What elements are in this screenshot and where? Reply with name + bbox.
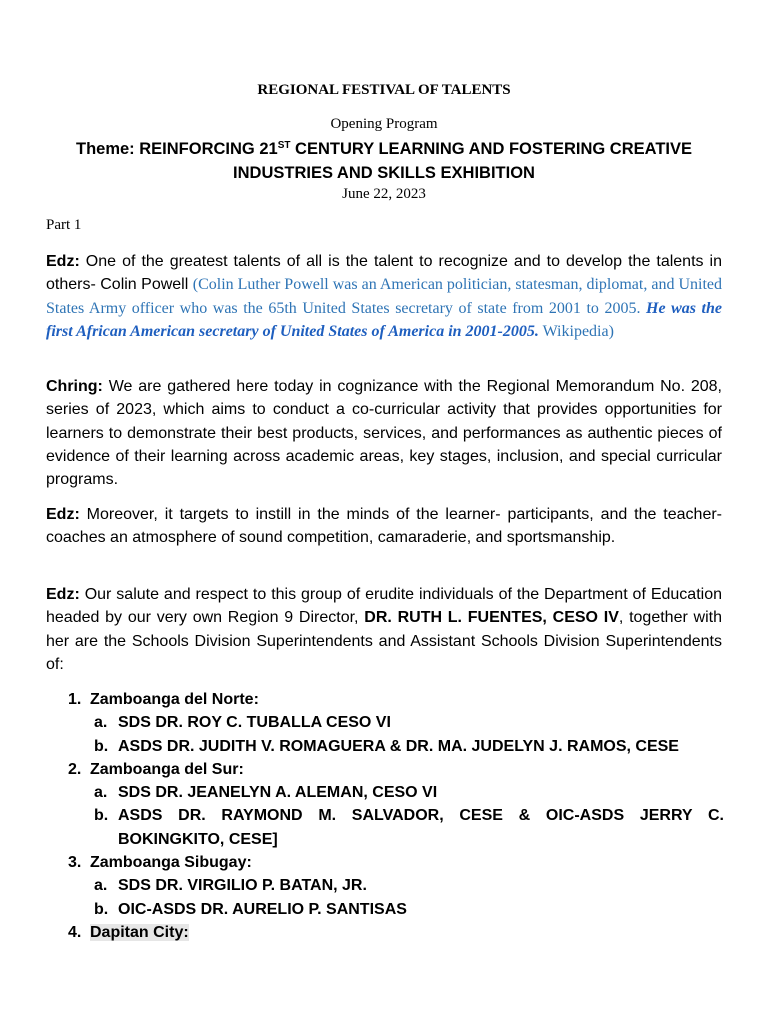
theme-prefix: Theme: REINFORCING 21 (75, 140, 278, 158)
official-name: SDS DR. JEANELYN A. ALEMAN, CESO VI (118, 784, 438, 802)
part-label: Part 1 (46, 217, 82, 233)
paragraph-text: Our salute and respect to this group of erudite individuals of the Department of Education headed by our very own Region 9 Director, (46, 586, 722, 627)
list-number: 2. (68, 760, 82, 778)
division-name: Zamboanga del Norte: (90, 691, 259, 708)
official-name: OIC-ASDS DR. AURELIO P. SANTISAS (118, 900, 407, 918)
sub-list-letter: b. (94, 807, 109, 825)
official-name: SDS DR. VIRGILIO P. BATAN, JR. (118, 877, 367, 895)
speaker-label: Chring: (46, 378, 103, 395)
sub-list-letter: a. (94, 784, 108, 802)
sub-list-item (68, 735, 724, 758)
division-name: Dapitan City: (90, 923, 189, 941)
speaker-label: Edz: (46, 506, 80, 523)
list-item (68, 758, 724, 781)
document-title: REGIONAL FESTIVAL OF TALENTS (257, 82, 511, 98)
official-name: ASDS DR. RAYMOND M. SALVADOR, CESE & OIC-ASDS JERRY C. BOKINGKITO, CESE] (118, 807, 724, 848)
list-item (68, 688, 724, 711)
list-number: 3. (68, 854, 82, 872)
paragraph-edz-2 (46, 503, 722, 550)
sub-list-item (68, 874, 724, 897)
list-number: 1. (68, 691, 82, 708)
director-name: DR. RUTH L. FUENTES, CESO IV (364, 609, 619, 627)
sub-list-letter: a. (94, 877, 108, 895)
list-item (68, 851, 724, 874)
theme-heading (46, 137, 722, 185)
speaker-label: Edz: (46, 253, 80, 270)
paragraph-text: One of the greatest talents of all is the talent to recognize and to develop the talents in others- Colin Powell (46, 253, 722, 294)
wikipedia-note-emphasis: He was the first African American secretary of United States of America in 2001-2005. (46, 299, 722, 340)
list-number: 4. (68, 923, 82, 941)
document-subtitle: Opening Program (330, 116, 438, 132)
wikipedia-note: (Colin Luther Powell was an American politician, statesman, diplomat, and United States Army officer who was the 65th United States secretary of state from 2001 to 2005. (46, 276, 723, 317)
sub-list-item (68, 711, 724, 734)
sub-list-letter: a. (94, 714, 108, 732)
speaker-label: Edz: (46, 586, 80, 603)
paragraph-text: , together with her are the Schools Division Superintendents and Assistant Schools Division Superintendents of: (46, 609, 723, 673)
sub-list-item (68, 781, 724, 804)
theme-superscript: ST (277, 140, 291, 151)
sub-list-item (68, 804, 724, 851)
document-date: June 22, 2023 (342, 186, 426, 202)
wikipedia-note-source: Wikipedia) (538, 322, 614, 340)
official-name: ASDS DR. JUDITH V. ROMAGUERA & DR. MA. JUDELYN J. RAMOS, CESE (118, 737, 679, 755)
paragraph-edz-1 (46, 250, 722, 343)
official-name: SDS DR. ROY C. TUBALLA CESO VI (118, 714, 391, 732)
paragraph-chring (46, 375, 722, 491)
sub-list-letter: b. (94, 737, 109, 755)
theme-line1-rest: CENTURY LEARNING AND FOSTERING CREATIVE (290, 140, 692, 158)
paragraph-text: We are gathered here today in cognizance with the Regional Memorandum No. 208, series of 2023, which aims to conduct a co-curricular activity that provides opportunities for learners to demonstrate their best products, services, and performances as authentic pieces of evidence of their learning across academic areas, key stages, inclusion, and special curricular programs. (46, 378, 722, 489)
list-item (68, 921, 724, 944)
theme-line2: INDUSTRIES AND SKILLS EXHIBITION (233, 164, 535, 182)
division-name: Zamboanga Sibugay: (90, 854, 252, 872)
paragraph-edz-3 (46, 583, 722, 676)
division-list (68, 688, 724, 944)
sub-list-item (68, 898, 724, 921)
sub-list-letter: b. (94, 900, 109, 918)
division-name: Zamboanga del Sur: (90, 760, 244, 778)
paragraph-text: Moreover, it targets to instill in the minds of the learner- participants, and the teacher- coaches an atmosphere of sound competition, camaraderie, and sportsmanship. (46, 506, 722, 547)
